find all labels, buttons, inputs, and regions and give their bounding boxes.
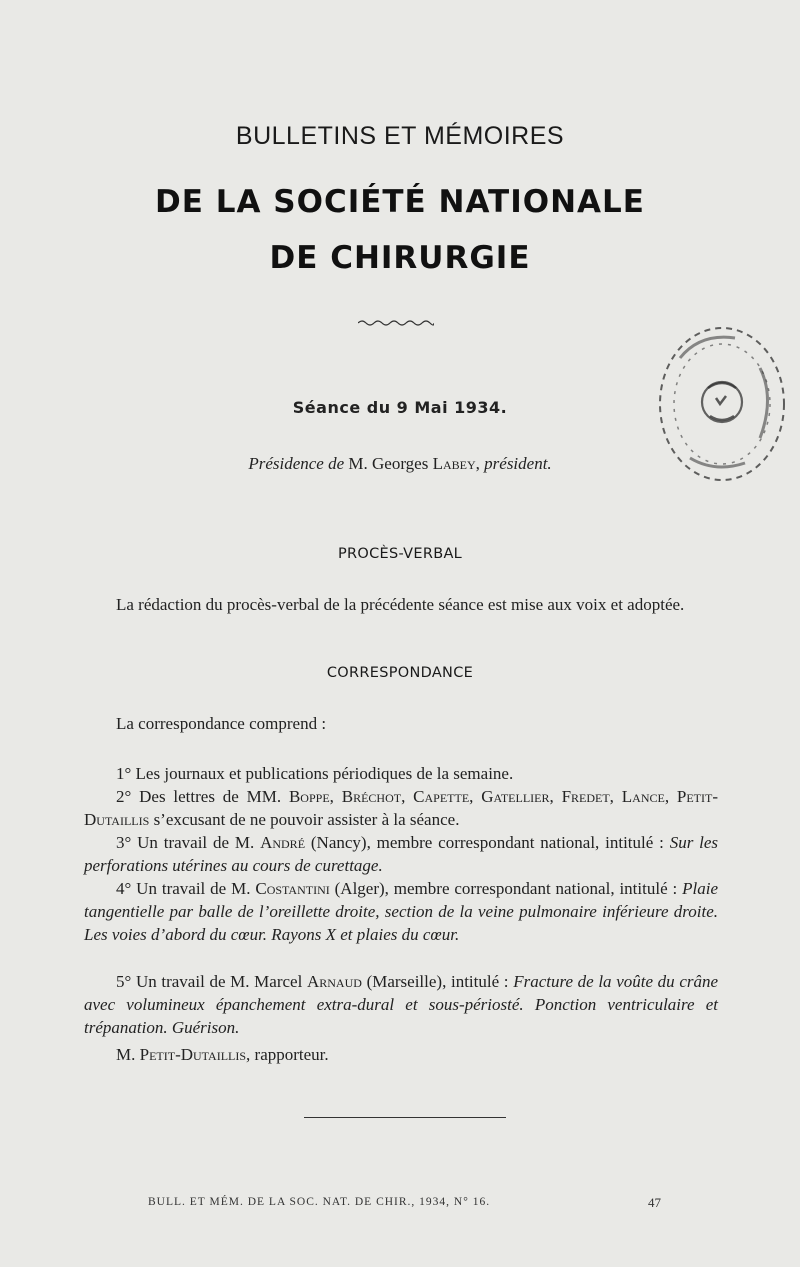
seance-heading: Séance du 9 Mai 1934. <box>292 398 508 417</box>
ornament-divider <box>358 318 434 328</box>
item5-title: Fracture de la voûte du crâne avec volumineux épanchement extra-dural et sous-périosté. Ponction ventriculaire et trépanation. Guérison. <box>84 972 719 1037</box>
footer-rule <box>304 1117 506 1118</box>
library-stamp-icon <box>650 318 790 488</box>
rapporteur-line <box>84 1043 718 1066</box>
item5-author: Arnaud <box>306 972 362 991</box>
item3-author: André <box>260 833 306 852</box>
journal-title-line2: DE CHIRURGIE <box>269 240 531 276</box>
item3-prefix: 3° Un travail de M. <box>116 833 255 852</box>
item5-mid: (Marseille), intitulé : <box>366 972 509 991</box>
journal-supertitle: BULLETINS ET MÉMOIRES <box>235 122 565 150</box>
correspondance-item-4 <box>84 877 718 946</box>
item4-mid: (Alger), membre correspondant national, intitulé : <box>334 879 678 898</box>
page-number: 47 <box>648 1195 661 1210</box>
item2-names: Boppe, Bréchot, Capette, Gatellier, Fredet, Lance, Petit-Dutaillis <box>84 787 718 829</box>
item4-prefix: 4° Un travail de M. <box>116 879 251 898</box>
presidence-name-pre: M. Georges <box>348 454 429 473</box>
correspondance-item-5 <box>84 970 718 1039</box>
presidence-prefix: Présidence de <box>248 454 345 473</box>
item3-mid: (Nancy), membre correspondant national, intitulé : <box>310 833 664 852</box>
correspondance-item-2 <box>84 785 718 831</box>
presidence-line: Présidence de M. Georges Labey, président. <box>248 454 552 473</box>
presidence-name: Labey <box>432 454 476 473</box>
item4-author: Costantini <box>255 879 330 898</box>
correspondance-title: CORRESPONDANCE <box>326 665 474 681</box>
item2-prefix: 2° Des lettres de MM. <box>116 787 282 806</box>
item4-title: Plaie tangentielle par balle de l’oreillette droite, section de la veine pulmonaire inférieure droite. Les voies d’abord du cœur. Rayons X et plaies du cœur. <box>84 879 719 944</box>
proces-verbal-text: La rédaction du procès-verbal de la précédente séance est mise aux voix et adoptée. <box>116 595 685 614</box>
rapporteur-name: Petit-Dutaillis <box>139 1045 247 1064</box>
item5-prefix: 5° Un travail de M. Marcel <box>116 972 303 991</box>
item3-title: Sur les perforations utérines au cours de curettage. <box>84 833 719 875</box>
item2-suffix: s’excusant de ne pouvoir assister à la séance. <box>153 810 460 829</box>
journal-title-line1: DE LA SOCIÉTÉ NATIONALE <box>155 184 645 220</box>
correspondance-item-1: 1° Les journaux et publications périodiques de la semaine. <box>116 764 514 783</box>
correspondance-item-3 <box>84 831 718 877</box>
footer-citation: BULL. ET MÉM. DE LA SOC. NAT. DE CHIR., 1934, N° 16. <box>148 1196 491 1208</box>
proces-verbal-title: PROCÈS-VERBAL <box>337 546 463 562</box>
rapporteur-suffix: , rapporteur. <box>246 1045 329 1064</box>
presidence-suffix: président. <box>484 454 552 473</box>
rapporteur-prefix: M. <box>116 1045 136 1064</box>
correspondance-intro: La correspondance comprend : <box>116 714 327 733</box>
